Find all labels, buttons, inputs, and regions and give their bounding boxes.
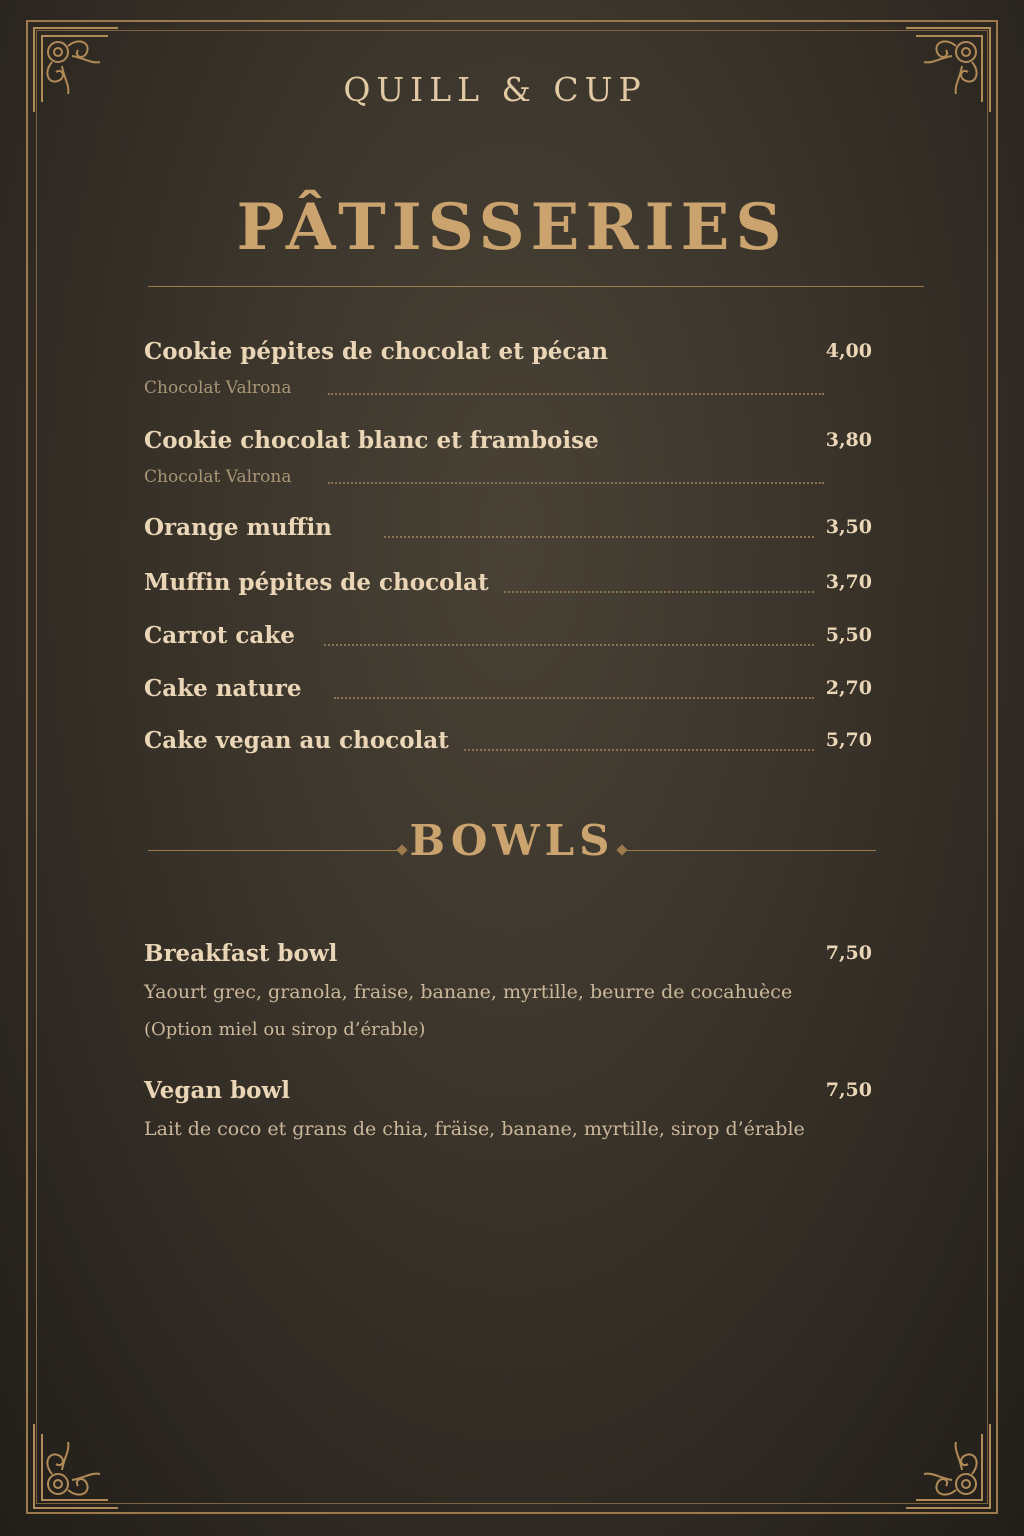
section-title-bowls: BOWLS	[409, 816, 615, 865]
menu-item	[144, 940, 872, 980]
item-price: 5,50	[825, 624, 872, 646]
menu-item	[144, 622, 872, 662]
menu-item	[144, 514, 872, 554]
item-price: 5,70	[825, 729, 872, 751]
divider	[148, 286, 924, 287]
item-name: Cookie chocolat blanc et framboise	[144, 427, 599, 454]
item-name: Orange muffin	[144, 514, 332, 541]
menu-item	[144, 569, 872, 609]
dotted-leader	[504, 591, 814, 593]
item-name: Vegan bowl	[144, 1077, 291, 1104]
menu-item	[144, 427, 872, 467]
item-name: Breakfast bowl	[144, 940, 338, 967]
dotted-leader	[334, 697, 814, 699]
dotted-leader	[464, 749, 814, 751]
item-option: (Option miel ou sirop d’érable)	[144, 1019, 426, 1040]
item-name: Cake nature	[144, 675, 302, 702]
dotted-leader	[324, 644, 814, 646]
section-title-patisseries: PÂTISSERIES	[236, 190, 788, 265]
brand-name: QUILL & CUP	[343, 70, 647, 109]
item-description: Lait de coco et grans de chia, fräise, banane, myrtille, sirop d’érable	[144, 1118, 805, 1140]
item-subtitle: Chocolat Valrona	[144, 378, 292, 398]
item-price: 4,00	[825, 340, 872, 362]
item-price: 2,70	[825, 677, 872, 699]
item-price: 3,50	[825, 516, 872, 538]
item-description: Yaourt grec, granola, fraise, banane, myrtille, beurre de cocahuèce	[144, 981, 793, 1003]
item-name: Muffin pépites de chocolat	[144, 569, 489, 596]
dotted-leader	[384, 536, 814, 538]
menu-item	[144, 727, 872, 767]
item-price: 7,50	[825, 1079, 872, 1101]
item-name: Cookie pépites de chocolat et pécan	[144, 338, 609, 365]
item-name: Cake vegan au chocolat	[144, 727, 449, 754]
menu-item	[144, 338, 872, 378]
menu-item	[144, 1077, 872, 1117]
item-price: 3,80	[825, 429, 872, 451]
item-subtitle: Chocolat Valrona	[144, 467, 292, 487]
item-price: 3,70	[825, 571, 872, 593]
ornate-corner-flourish-icon	[900, 1418, 996, 1514]
menu-item	[144, 675, 872, 715]
dotted-leader	[328, 482, 824, 484]
ornate-corner-flourish-icon	[28, 1418, 124, 1514]
item-name: Carrot cake	[144, 622, 295, 649]
dotted-leader	[328, 393, 824, 395]
divider	[626, 850, 876, 851]
item-price: 7,50	[825, 942, 872, 964]
